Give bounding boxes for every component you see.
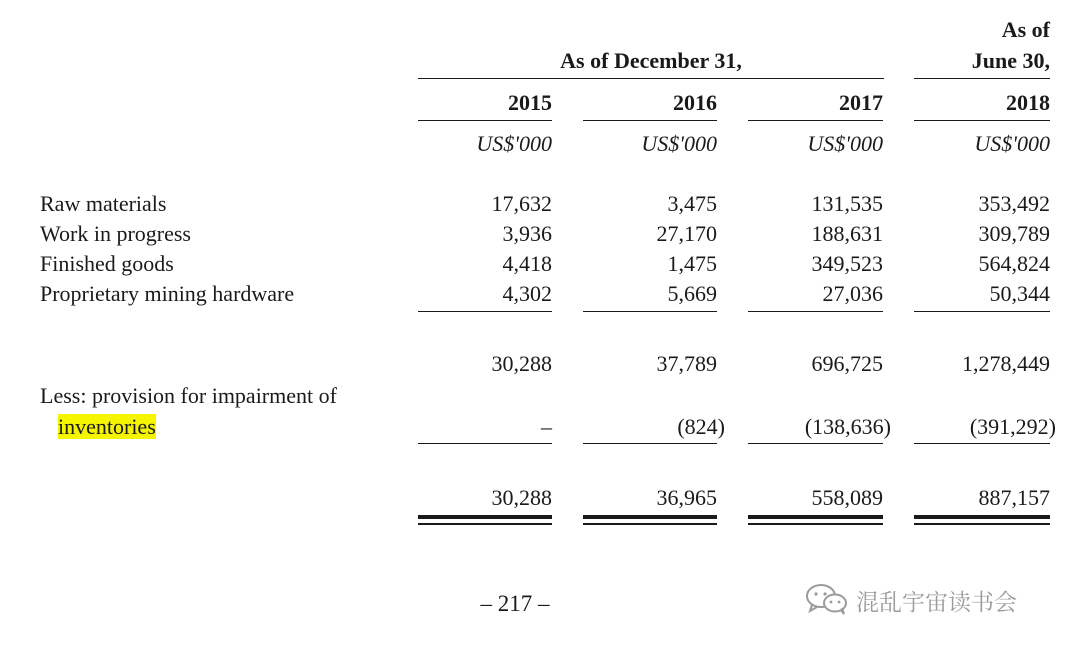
total-rule-2018 [914,443,1050,444]
total-rule-2016 [583,443,717,444]
double-rule-top-2016 [583,515,717,519]
cell-wip-2015: 3,936 [502,221,552,246]
double-rule-bottom-2016 [583,523,717,525]
cell-hardware-2018: 50,344 [989,281,1050,306]
unit-2018: US$'000 [974,131,1050,156]
header-group-rule [418,78,884,79]
row-label-raw-materials: Raw materials [40,191,167,216]
double-rule-bottom-2017 [748,523,883,525]
total-2016: 36,965 [656,485,717,510]
subtotal-rule-2018 [914,311,1050,312]
year-2018: 2018 [1006,90,1050,115]
cell-wip-2016: 27,170 [656,221,717,246]
wechat-icon [804,582,850,616]
header-group-label: As of December 31, [560,48,742,73]
cell-finished-2018: 564,824 [978,251,1050,276]
cell-finished-2016: 1,475 [667,251,717,276]
unit-2015: US$'000 [476,131,552,156]
cell-raw-materials-2017: 131,535 [811,191,883,216]
page-number: – 217 – [480,591,550,616]
double-rule-top-2017 [748,515,883,519]
cell-hardware-2016: 5,669 [667,281,717,306]
provision-2017: (138,636) [804,414,891,439]
total-rule-2017 [748,443,883,444]
header-june-30: June 30, [971,48,1050,73]
cell-raw-materials-2015: 17,632 [491,191,552,216]
total-2015: 30,288 [491,485,552,510]
watermark-text: 混乱宇宙读书会 [856,590,1017,616]
year-rule-2016 [583,120,717,121]
subtotal-2017: 696,725 [811,351,883,376]
cell-hardware-2015: 4,302 [502,281,552,306]
year-rule-2017 [748,120,883,121]
provision-label-line1: Less: provision for impairment of [40,383,337,408]
row-label-finished-goods: Finished goods [40,251,174,276]
year-rule-2018 [914,120,1050,121]
cell-raw-materials-2018: 353,492 [978,191,1050,216]
unit-2016: US$'000 [641,131,717,156]
total-2018: 887,157 [978,485,1050,510]
subtotal-rule-2015 [418,311,552,312]
double-rule-top-2018 [914,515,1050,519]
total-rule-2015 [418,443,552,444]
cell-raw-materials-2016: 3,475 [667,191,717,216]
row-label-mining-hardware: Proprietary mining hardware [40,281,295,306]
provision-label-line2 [58,414,156,440]
cell-wip-2017: 188,631 [811,221,883,246]
double-rule-bottom-2015 [418,523,552,525]
double-rule-top-2015 [418,515,552,519]
year-2017: 2017 [839,90,883,115]
total-2017: 558,089 [811,485,883,510]
cell-finished-2017: 349,523 [811,251,883,276]
cell-wip-2018: 309,789 [978,221,1050,246]
unit-2017: US$'000 [807,131,883,156]
highlighted-text: inventories [58,414,156,439]
year-2015: 2015 [508,90,552,115]
year-2016: 2016 [673,90,717,115]
subtotal-rule-2017 [748,311,883,312]
cell-finished-2015: 4,418 [502,251,552,276]
provision-2015: – [541,414,552,439]
subtotal-2016: 37,789 [656,351,717,376]
subtotal-2015: 30,288 [491,351,552,376]
provision-2018: (391,292) [969,414,1056,439]
subtotal-2018: 1,278,449 [962,351,1050,376]
cell-hardware-2017: 27,036 [822,281,883,306]
row-label-work-in-progress: Work in progress [40,221,191,246]
double-rule-bottom-2018 [914,523,1050,525]
header-june-rule [914,78,1050,79]
subtotal-rule-2016 [583,311,717,312]
header-as-of: As of [1001,17,1050,42]
year-rule-2015 [418,120,552,121]
provision-2016: (824) [677,414,725,439]
